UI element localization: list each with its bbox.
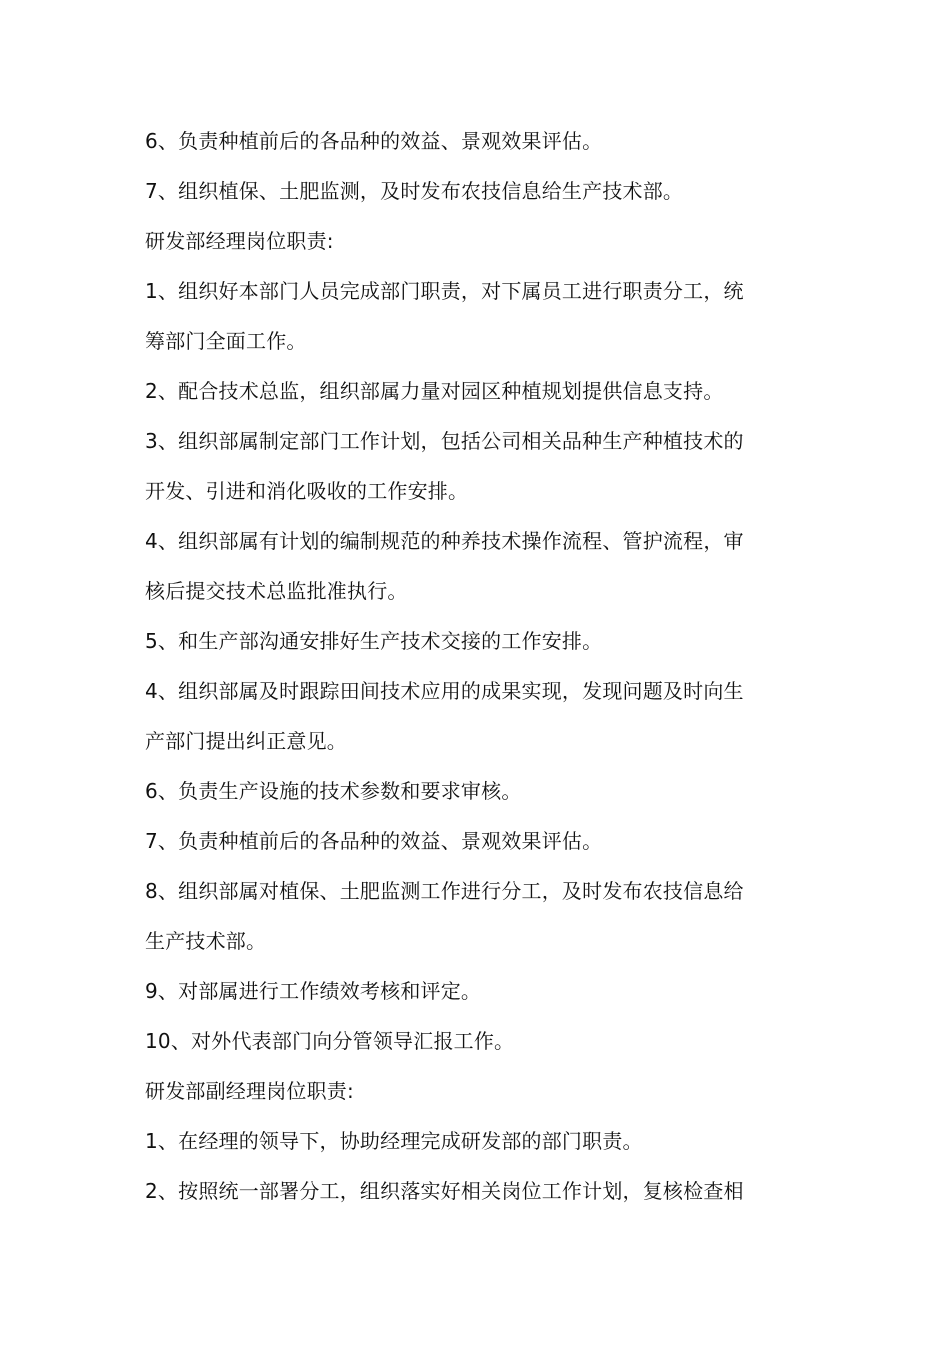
text-line: 开发、引进和消化吸收的工作安排。 [145, 479, 469, 503]
text-line: 8、组织部属对植保、土肥监测工作进行分工，及时发布农技信息给 [145, 879, 744, 903]
text-line: 1、在经理的领导下，协助经理完成研发部的部门职责。 [145, 1129, 643, 1153]
text-line: 5、和生产部沟通安排好生产技术交接的工作安排。 [145, 629, 603, 653]
text-line: 2、配合技术总监，组织部属力量对园区种植规划提供信息支持。 [145, 379, 724, 403]
text-line: 9、对部属进行工作绩效考核和评定。 [145, 979, 482, 1003]
text-line: 6、负责种植前后的各品种的效益、景观效果评估。 [145, 129, 603, 153]
section-heading: 研发部经理岗位职责: [145, 229, 334, 253]
text-line: 1、组织好本部门人员完成部门职责，对下属员工进行职责分工，统 [145, 279, 744, 303]
text-line: 4、组织部属及时跟踪田间技术应用的成果实现，发现问题及时向生 [145, 679, 744, 703]
text-line: 4、组织部属有计划的编制规范的种养技术操作流程、管护流程，审 [145, 529, 744, 553]
text-line: 3、组织部属制定部门工作计划，包括公司相关品种生产种植技术的 [145, 429, 744, 453]
text-line: 7、组织植保、土肥监测，及时发布农技信息给生产技术部。 [145, 179, 684, 203]
text-line: 生产技术部。 [145, 929, 267, 953]
section-heading: 研发部副经理岗位职责: [145, 1079, 354, 1103]
text-line: 核后提交技术总监批准执行。 [145, 579, 408, 603]
text-line: 产部门提出纠正意见。 [145, 729, 347, 753]
text-line: 10、对外代表部门向分管领导汇报工作。 [145, 1029, 515, 1053]
text-line: 7、负责种植前后的各品种的效益、景观效果评估。 [145, 829, 603, 853]
text-line: 2、按照统一部署分工，组织落实好相关岗位工作计划，复核检查相 [145, 1179, 744, 1203]
text-line: 6、负责生产设施的技术参数和要求审核。 [145, 779, 522, 803]
text-line: 筹部门全面工作。 [145, 329, 307, 353]
document-body [145, 116, 765, 1216]
